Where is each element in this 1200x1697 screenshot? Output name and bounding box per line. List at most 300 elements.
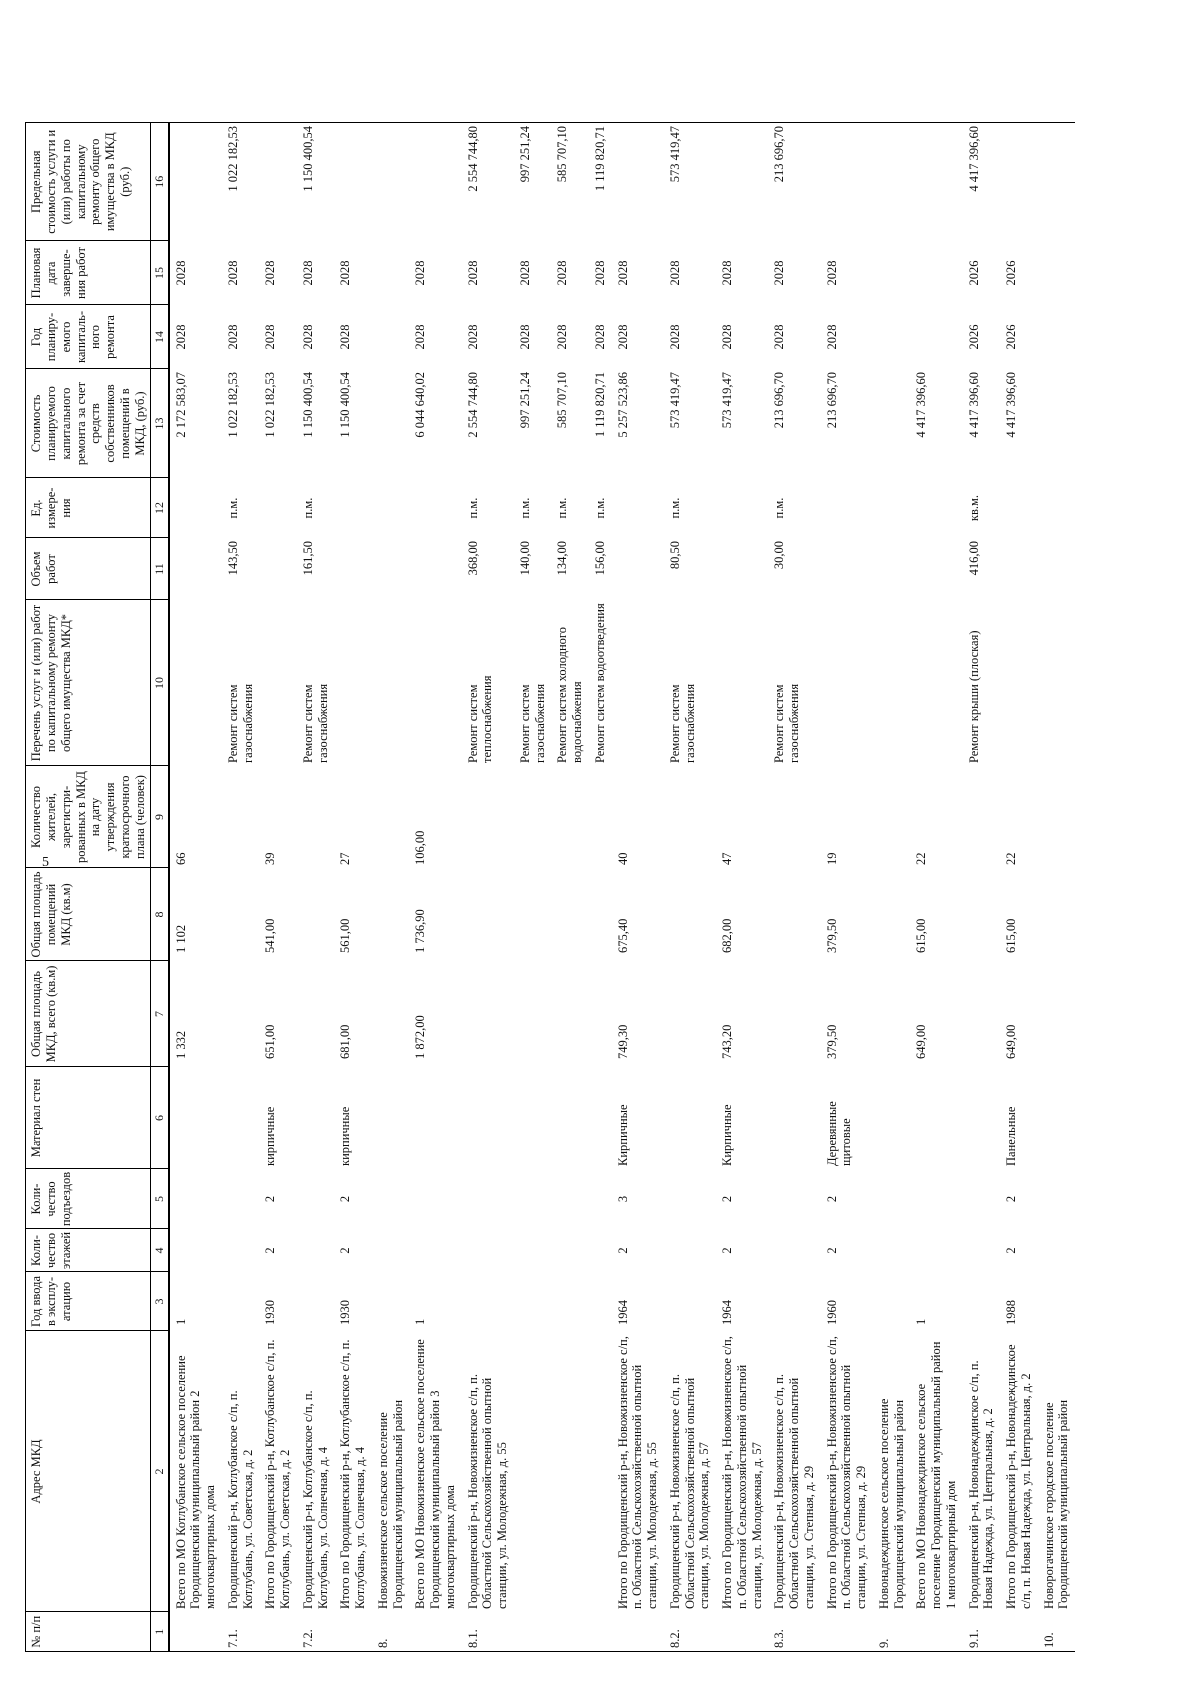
table-row [768, 123, 820, 1652]
cell-residents [462, 766, 514, 868]
cell-work-description: Ремонт систем холодного водоснабжения [555, 627, 584, 763]
cell-residents: 19 [824, 852, 839, 865]
cell-cost: 5 257 523,86 [615, 372, 630, 438]
cell-unit: п.м. [555, 497, 570, 519]
cell-entrances: 2 [1004, 1195, 1018, 1203]
cell-address: Итого по Городищенский р-н, Котлубанское с/п, п. Котлубань, ул. Советская, д. 2 [263, 1339, 292, 1609]
cell-work-description [873, 600, 911, 766]
cell-premises-area [514, 868, 552, 961]
cell-limit-cost: 1 022 182,53 [222, 123, 260, 242]
cell-work-volume: 80,50 [667, 541, 682, 570]
cell-address [514, 1331, 552, 1612]
cell-row-number [169, 1612, 222, 1652]
table-row [514, 123, 552, 1652]
cell-residents [551, 766, 589, 868]
cell-repair-year: 2028 [300, 324, 315, 350]
cell-wall-material: кирпичные [338, 1106, 353, 1166]
cell-completion-year [910, 241, 962, 305]
cell-work-description [409, 600, 461, 766]
cell-premises-area: 1 102 [173, 924, 188, 953]
cell-residents [664, 766, 716, 868]
cell-unit: п.м. [517, 497, 532, 519]
cell-floors [664, 1229, 716, 1272]
cell-limit-cost [1000, 123, 1038, 242]
cell-commission-year: 1964 [615, 1300, 630, 1325]
cell-work-volume: 134,00 [555, 541, 570, 576]
cell-address: Новожизненское сельское поселение Городищенский муниципальный район [375, 1399, 405, 1609]
cell-cost: 1 119 820,71 [592, 372, 607, 438]
cell-limit-cost: 573 419,47 [664, 123, 716, 242]
cell-total-area [551, 961, 589, 1067]
cell-total-area [222, 961, 260, 1067]
cell-commission-year [768, 1272, 820, 1331]
cell-repair-year [910, 305, 962, 369]
cell-total-area [462, 961, 514, 1067]
cell-floors [409, 1229, 461, 1272]
cell-work-volume [409, 538, 461, 600]
cell-unit: п.м. [465, 497, 480, 519]
cell-repair-year: 2028 [615, 324, 630, 350]
cell-premises-area: 379,50 [824, 918, 839, 953]
cell-work-volume [372, 538, 410, 600]
cell-row-number [514, 1612, 552, 1652]
cell-work-description [372, 600, 410, 766]
cell-work-volume: 143,50 [225, 541, 240, 576]
cell-premises-area: 615,00 [1004, 918, 1018, 953]
cell-wall-material: Деревянные щитовые [824, 1101, 854, 1166]
cell-wall-material: кирпичные [263, 1106, 278, 1166]
table-row [372, 123, 410, 1652]
cell-premises-area [664, 868, 716, 961]
cell-commission-year [551, 1272, 589, 1331]
table-row [910, 123, 962, 1652]
cell-work-volume [334, 538, 372, 600]
cell-work-description: Ремонт крыши (плоская) [966, 630, 981, 763]
cell-floors [873, 1229, 911, 1272]
cell-limit-cost [169, 123, 222, 242]
cell-wall-material [963, 1067, 1001, 1169]
cell-limit-cost: 213 696,70 [768, 123, 820, 242]
cell-commission-year: 1 [413, 1318, 428, 1325]
cell-work-description [334, 600, 372, 766]
column-number: 6 [151, 1067, 169, 1169]
cell-cost: 573 419,47 [720, 372, 734, 429]
table-row [297, 123, 335, 1652]
cell-total-area [873, 961, 911, 1067]
table-row [169, 123, 222, 1652]
cell-commission-year: 1930 [263, 1300, 278, 1325]
header-entrances: Коли-чество подъездов [26, 1169, 151, 1229]
cell-work-description: Ремонт систем газоснабжения [225, 683, 255, 763]
cell-repair-year: 2028 [225, 324, 240, 350]
header-repair-year: Год планиру-емого капиталь-ного ремонта [26, 305, 151, 369]
cell-entrances [169, 1169, 222, 1229]
cell-premises-area [768, 868, 820, 961]
table-row [1000, 123, 1038, 1652]
cell-work-description: Ремонт систем газоснабжения [300, 683, 330, 763]
cell-work-description: Ремонт систем теплоснабжения [465, 675, 495, 763]
cell-completion-year: 2028 [720, 260, 734, 286]
cell-address: Городищенский р-н, Новонадеждинское с/п, п. Новая Надежда, ул. Центральная, д. 2 [966, 1360, 996, 1609]
cell-work-volume: 140,00 [517, 541, 532, 576]
cell-completion-year: 2026 [966, 260, 981, 286]
cell-completion-year [873, 241, 911, 305]
cell-row-number [551, 1612, 589, 1652]
cell-cost: 1 150 400,54 [338, 372, 353, 438]
cell-work-volume [1038, 538, 1076, 600]
column-number: 16 [151, 123, 169, 242]
cell-premises-area [372, 868, 410, 961]
cell-work-volume [612, 538, 664, 600]
cell-repair-year: 2028 [667, 324, 682, 350]
cell-residents [768, 766, 820, 868]
cell-total-area: 651,00 [263, 1024, 278, 1059]
cell-repair-year: 2028 [173, 324, 188, 350]
cell-unit [334, 478, 372, 538]
cell-premises-area [551, 868, 589, 961]
cell-cost: 4 417 396,60 [914, 372, 929, 438]
cell-unit [821, 478, 873, 538]
header-completion-date: Плановая дата заверше-ния работ [26, 241, 151, 305]
column-numbers-row [151, 123, 169, 1652]
cell-work-description: Ремонт систем газоснабжения [517, 683, 547, 763]
cell-row-number [259, 1612, 297, 1652]
cell-commission-year: 1964 [720, 1300, 734, 1325]
cell-total-area: 743,20 [720, 1024, 734, 1059]
cell-premises-area [589, 868, 612, 961]
cell-repair-year: 2028 [720, 324, 734, 350]
cell-address [589, 1331, 612, 1612]
cell-unit: п.м. [300, 497, 315, 519]
cell-total-area [514, 961, 552, 1067]
cell-wall-material: Панельные [1004, 1106, 1018, 1166]
cell-row-number: 8. [372, 1612, 410, 1652]
cell-address: Всего по МО Новожизненское сельское поселение Городищенский муниципальный район 3 многоквартирных дома [413, 1339, 457, 1609]
cell-cost: 1 150 400,54 [300, 372, 315, 438]
cell-residents: 39 [263, 852, 278, 865]
cell-address: Городищенский р-н, Котлубанское с/п, п. Котлубань, ул. Солнечная, д. 4 [300, 1390, 330, 1609]
cell-work-volume: 416,00 [966, 541, 981, 576]
cell-limit-cost [1038, 123, 1076, 242]
cell-limit-cost [259, 123, 297, 242]
cell-premises-area [873, 868, 911, 961]
cell-address: Итого по Городищенский р-н, Новожизненское с/п, п. Областной Сельскохозяйственной опытной станции, ул. Молодежная, д. 57 [720, 1336, 764, 1609]
cell-entrances: 2 [824, 1195, 839, 1203]
cell-total-area [589, 961, 612, 1067]
cell-commission-year [589, 1272, 612, 1331]
cell-repair-year: 2028 [517, 324, 532, 350]
cell-entrances [910, 1169, 962, 1229]
cell-wall-material [222, 1067, 260, 1169]
header-total-area: Общая площадь МКД, всего (кв.м) [26, 961, 151, 1067]
cell-row-number: 8.2. [664, 1612, 716, 1652]
cell-completion-year: 2028 [555, 260, 570, 286]
column-number: 10 [151, 600, 169, 766]
table-row [409, 123, 461, 1652]
cell-address: Новорогачинское городское поселение Городищенский муниципальный район [1041, 1399, 1071, 1609]
cell-unit [910, 478, 962, 538]
cell-floors: 2 [263, 1247, 278, 1254]
cell-residents [222, 766, 260, 868]
cell-residents [514, 766, 552, 868]
column-number: 11 [151, 538, 169, 600]
column-number: 9 [151, 766, 169, 868]
cell-entrances [372, 1169, 410, 1229]
cell-work-description: Ремонт систем водоотведения [592, 603, 607, 763]
cell-row-number: 8.3. [768, 1612, 820, 1652]
cell-cost [1038, 369, 1076, 478]
cell-entrances: 2 [263, 1195, 278, 1203]
cell-address [551, 1331, 589, 1612]
cell-entrances: 2 [338, 1195, 353, 1203]
cell-wall-material [169, 1067, 222, 1169]
cell-limit-cost: 1 150 400,54 [297, 123, 335, 242]
cell-floors [910, 1229, 962, 1272]
cell-work-description [1038, 600, 1076, 766]
cell-repair-year [1038, 305, 1076, 369]
cell-wall-material: Кирпичные [615, 1104, 630, 1166]
cell-completion-year: 2028 [300, 260, 315, 286]
cell-cost: 997 251,24 [517, 372, 532, 429]
cell-unit: п.м. [225, 497, 240, 519]
cell-repair-year: 2028 [263, 324, 278, 350]
cell-premises-area [963, 868, 1001, 961]
cell-total-area [664, 961, 716, 1067]
cell-premises-area [222, 868, 260, 961]
cell-address: Городищенский р-н, Новожизненское с/п, п. Областной Сельскохозяйственной опытной станции, ул. Молодежная, д. 57 [667, 1374, 712, 1609]
column-number: 3 [151, 1272, 169, 1331]
table-row [259, 123, 297, 1652]
cell-row-number [334, 1612, 372, 1652]
cell-completion-year: 2028 [413, 260, 428, 286]
cell-cost: 4 417 396,60 [966, 372, 981, 438]
cell-work-volume: 30,00 [772, 541, 787, 570]
column-number: 8 [151, 868, 169, 961]
cell-premises-area [1038, 868, 1076, 961]
cell-unit [612, 478, 664, 538]
cell-completion-year: 2028 [667, 260, 682, 286]
cell-residents: 22 [914, 852, 929, 865]
cell-completion-year: 2028 [173, 260, 188, 286]
cell-limit-cost: 585 707,10 [551, 123, 589, 242]
cell-entrances: 3 [615, 1195, 630, 1203]
cell-completion-year [1038, 241, 1076, 305]
cell-repair-year: 2026 [966, 324, 981, 350]
cell-cost: 213 696,70 [772, 372, 787, 429]
cell-wall-material: Кирпичные [720, 1104, 734, 1166]
cell-total-area: 681,00 [338, 1024, 353, 1059]
cell-wall-material [372, 1067, 410, 1169]
cell-commission-year [873, 1272, 911, 1331]
cell-entrances [222, 1169, 260, 1229]
cell-work-description [1000, 600, 1038, 766]
cell-row-number: 9.1. [963, 1612, 1001, 1652]
cell-unit: п.м. [592, 497, 607, 519]
table-row [462, 123, 514, 1652]
cell-limit-cost [372, 123, 410, 242]
cell-row-number: 9. [873, 1612, 911, 1652]
cell-work-volume: 368,00 [465, 541, 480, 576]
cell-total-area [372, 961, 410, 1067]
cell-work-description [910, 600, 962, 766]
cell-total-area: 1 332 [173, 1030, 188, 1059]
cell-total-area: 649,00 [1004, 1024, 1018, 1059]
column-number: 4 [151, 1229, 169, 1272]
cell-row-number [612, 1612, 664, 1652]
header-row-number: № п/п [26, 1612, 151, 1652]
cell-address: Итого по Городищенский р-н, Новожизненское с/п, п. Областной Сельскохозяйственной опытной станции, ул. Степная, д. 29 [824, 1336, 868, 1609]
cell-completion-year: 2026 [1004, 260, 1018, 286]
cell-completion-year: 2028 [824, 260, 839, 286]
header-unit: Ед. измере-ния [26, 478, 151, 538]
table-row [1038, 123, 1076, 1652]
cell-residents [873, 766, 911, 868]
cell-row-number [1000, 1612, 1038, 1652]
cell-floors: 2 [615, 1247, 630, 1254]
cell-row-number [716, 1612, 768, 1652]
cell-total-area: 379,50 [824, 1024, 839, 1059]
cell-entrances [873, 1169, 911, 1229]
cell-row-number [589, 1612, 612, 1652]
cell-work-volume [169, 538, 222, 600]
column-number: 1 [151, 1612, 169, 1652]
cell-address: Всего по МО Котлубанское сельское поселение Городищенский муниципальный район 2 многоквартирных дома [173, 1355, 217, 1609]
cell-row-number: 7.2. [297, 1612, 335, 1652]
table-row [716, 123, 768, 1652]
table-row [222, 123, 260, 1652]
header-volume: Объем работ [26, 538, 151, 600]
cell-row-number: 7.1. [222, 1612, 260, 1652]
cell-commission-year: 1930 [338, 1300, 353, 1325]
table-row [963, 123, 1001, 1652]
cell-floors [372, 1229, 410, 1272]
header-commission-year: Год ввода в эксплу-атацию [26, 1272, 151, 1331]
cell-floors [297, 1229, 335, 1272]
cell-premises-area: 561,00 [338, 918, 353, 953]
cell-cost: 1 022 182,53 [225, 372, 240, 438]
cell-row-number [821, 1612, 873, 1652]
cell-row-number: 8.1. [462, 1612, 514, 1652]
cell-completion-year: 2028 [772, 260, 787, 286]
header-wall-material: Материал стен [26, 1067, 151, 1169]
cell-completion-year: 2028 [225, 260, 240, 286]
cell-entrances [551, 1169, 589, 1229]
cell-cost: 213 696,70 [824, 372, 839, 429]
cell-residents [297, 766, 335, 868]
cell-entrances [462, 1169, 514, 1229]
cell-repair-year: 2026 [1004, 324, 1018, 350]
cell-cost: 1 022 182,53 [263, 372, 278, 438]
cell-row-number [910, 1612, 962, 1652]
cell-entrances [963, 1169, 1001, 1229]
cell-work-description [259, 600, 297, 766]
cell-premises-area: 541,00 [263, 918, 278, 953]
cell-completion-year: 2028 [592, 260, 607, 286]
cell-cost: 6 044 640,02 [413, 372, 428, 438]
cell-work-volume [873, 538, 911, 600]
table-header-row [26, 123, 151, 1652]
cell-completion-year: 2028 [263, 260, 278, 286]
cell-limit-cost [409, 123, 461, 242]
cell-floors: 2 [824, 1247, 839, 1254]
cell-residents: 66 [173, 852, 188, 865]
cell-limit-cost: 4 417 396,60 [963, 123, 1001, 242]
cell-cost: 573 419,47 [667, 372, 682, 429]
header-cost: Стоимость планируемого капитального ремонта за счет средств собственников помещений в МКД, (руб.) [26, 369, 151, 478]
cell-work-description [821, 600, 873, 766]
cell-unit [873, 478, 911, 538]
cell-floors [222, 1229, 260, 1272]
cell-wall-material [551, 1067, 589, 1169]
table-row [821, 123, 873, 1652]
header-floors: Коли-чество этажей [26, 1229, 151, 1272]
cell-entrances [768, 1169, 820, 1229]
cell-repair-year: 2028 [772, 324, 787, 350]
cell-floors [963, 1229, 1001, 1272]
cell-address: Городищенский р-н, Новожизненское с/п, п. Областной Сельскохозяйственной опытной станции, ул. Молодежная, д. 55 [465, 1374, 509, 1609]
cell-unit: п.м. [667, 497, 682, 519]
cell-residents: 22 [1004, 852, 1018, 865]
cell-total-area: 1 872,00 [413, 1015, 428, 1059]
cell-repair-year: 2028 [824, 324, 839, 350]
cell-work-description: Ремонт систем газоснабжения [667, 683, 697, 763]
cell-floors: 2 [720, 1247, 734, 1254]
header-premises-area: Общая площадь помещений МКД (кв.м) [26, 868, 151, 961]
cell-floors [1038, 1229, 1076, 1272]
cell-commission-year: 1 [914, 1318, 929, 1325]
cell-floors [589, 1229, 612, 1272]
cell-cost: 2 554 744,80 [465, 372, 480, 438]
cell-floors [462, 1229, 514, 1272]
cell-residents: 27 [338, 852, 353, 865]
cell-limit-cost [873, 123, 911, 242]
cell-unit [716, 478, 768, 538]
cell-floors [768, 1229, 820, 1272]
cell-work-volume: 161,50 [300, 541, 315, 576]
cell-wall-material [409, 1067, 461, 1169]
cell-row-number: 10. [1038, 1612, 1076, 1652]
cell-completion-year: 2028 [465, 260, 480, 286]
cell-commission-year [372, 1272, 410, 1331]
cell-cost: 585 707,10 [555, 372, 570, 429]
capital-repair-table [25, 122, 1075, 1652]
header-address: Адрес МКД [26, 1331, 151, 1612]
cell-unit [1000, 478, 1038, 538]
cell-unit [169, 478, 222, 538]
cell-work-volume [716, 538, 768, 600]
cell-limit-cost: 2 554 744,80 [462, 123, 514, 242]
cell-entrances [1038, 1169, 1076, 1229]
cell-work-volume [910, 538, 962, 600]
cell-commission-year: 1988 [1004, 1300, 1018, 1325]
cell-work-description [612, 600, 664, 766]
cell-entrances [589, 1169, 612, 1229]
cell-wall-material [462, 1067, 514, 1169]
cell-address: Итого по Городищенский р-н, Новонадеждинское с/п, п. Новая Надежда, ул. Центральная, д. 2 [1004, 1344, 1033, 1609]
cell-floors [514, 1229, 552, 1272]
cell-commission-year [963, 1272, 1001, 1331]
cell-floors [551, 1229, 589, 1272]
cell-completion-year: 2028 [615, 260, 630, 286]
cell-unit: кв.м. [966, 494, 981, 522]
cell-work-volume [259, 538, 297, 600]
cell-commission-year [514, 1272, 552, 1331]
cell-total-area [768, 961, 820, 1067]
column-number: 5 [151, 1169, 169, 1229]
cell-residents [372, 766, 410, 868]
cell-entrances [664, 1169, 716, 1229]
table-row [551, 123, 589, 1652]
